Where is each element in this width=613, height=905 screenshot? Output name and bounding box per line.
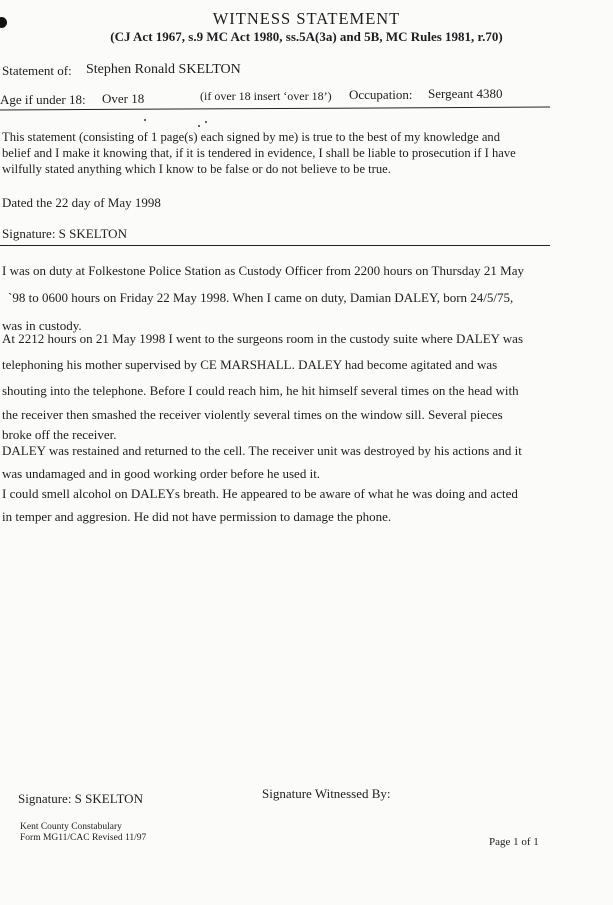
signature-bottom: Signature: S SKELTON <box>18 791 143 806</box>
body-line: `98 to 0600 hours on Friday 22 May 1998. When I came on duty, Damian DALEY, born 24/5/75, <box>8 290 514 305</box>
declaration-line: wilfully stated anything which I know to be false or do not believe to be true. <box>2 162 391 176</box>
signature-rule <box>0 245 550 246</box>
age-note: (if over 18 insert ‘over 18’) <box>200 89 332 103</box>
body-line: At 2212 hours on 21 May 1998 I went to the surgeons room in the custody suite where DALEY was <box>2 331 524 346</box>
age-label: Age if under 18: <box>0 92 86 107</box>
statement-of-value: Stephen Ronald SKELTON <box>86 62 241 77</box>
statement-of-label: Statement of: <box>2 63 72 78</box>
body-line: the receiver then smashed the receiver violently several times on the window sill. Several pieces <box>2 407 503 422</box>
occupation-value: Sergeant 4380 <box>428 86 503 101</box>
document-title: WITNESS STATEMENT <box>212 9 401 28</box>
body-line: broke off the receiver. <box>2 427 117 442</box>
body-line: was in custody. <box>2 318 82 333</box>
age-value: Over 18 <box>102 91 145 106</box>
body-line: DALEY was restained and returned to the cell. The receiver unit was destroyed by his actions and it <box>2 443 522 458</box>
body-line: I could smell alcohol on DALEYs breath. He appeared to be aware of what he was doing and acted <box>2 486 518 501</box>
occupation-label: Occupation: <box>349 87 413 102</box>
page-number: Page 1 of 1 <box>489 836 539 848</box>
signature-top: Signature: S SKELTON <box>2 226 127 241</box>
declaration-line: belief and I make it knowing that, if it is tendered in evidence, I shall be liable to prosecution if I have <box>2 146 516 160</box>
dated-line: Dated the 22 day of May 1998 <box>2 195 161 210</box>
body-line: telephoning his mother supervised by CE MARSHALL. DALEY had become agitated and was <box>2 357 498 372</box>
body-line: I was on duty at Folkestone Police Station as Custody Officer from 2200 hours on Thursday 21 May <box>2 263 524 278</box>
legal-reference: (CJ Act 1967, s.9 MC Act 1980, ss.5A(3a) and 5B, MC Rules 1981, r.70) <box>110 29 503 44</box>
body-line: shouting into the telephone. Before I could reach him, he hit himself several times on the head with <box>2 383 519 398</box>
organisation-name: Kent County Constabulary <box>20 822 122 832</box>
witnessed-by-label: Signature Witnessed By: <box>262 786 391 801</box>
declaration <box>2 129 562 177</box>
body-line: was undamaged and in good working order before he used it. <box>2 466 321 481</box>
form-reference: Form MG11/CAC Revised 11/97 <box>20 833 147 843</box>
declaration-line: This statement (consisting of 1 page(s) each signed by me) is true to the best of my knowledge and <box>2 130 501 144</box>
body-line: in temper and aggresion. He did not have permission to damage the phone. <box>2 509 392 524</box>
